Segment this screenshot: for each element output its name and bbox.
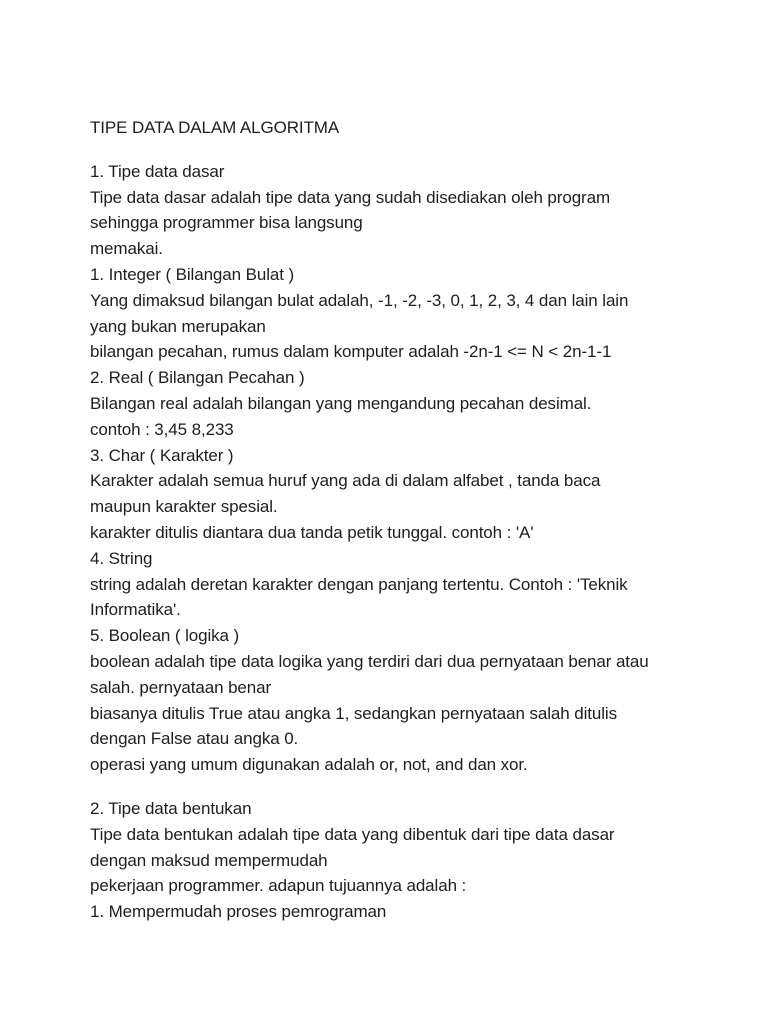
- paragraph-line: biasanya ditulis True atau angka 1, sedangkan pernyataan salah ditulis: [90, 703, 617, 723]
- paragraph-line: yang bukan merupakan: [90, 316, 266, 336]
- subheading-string: 4. String: [90, 548, 153, 568]
- paragraph-line: Bilangan real adalah bilangan yang mengandung pecahan desimal.: [90, 393, 592, 413]
- section-spacer: [90, 778, 690, 796]
- document-page: [90, 115, 690, 925]
- subheading-boolean: 5. Boolean ( logika ): [90, 626, 240, 646]
- paragraph-line: dengan False atau angka 0.: [90, 729, 299, 749]
- paragraph-line: boolean adalah tipe data logika yang terdiri dari dua pernyataan benar atau: [90, 651, 649, 671]
- paragraph-line: Karakter adalah semua huruf yang ada di dalam alfabet , tanda baca: [90, 471, 601, 491]
- paragraph-line: Tipe data bentukan adalah tipe data yang dibentuk dari tipe data dasar: [90, 824, 615, 844]
- section-tipe-data-dasar: [90, 159, 690, 778]
- paragraph-line: pekerjaan programmer. adapun tujuannya adalah :: [90, 876, 467, 896]
- paragraph-line: operasi yang umum digunakan adalah or, not, and dan xor.: [90, 755, 528, 775]
- paragraph-line: maupun karakter spesial.: [90, 497, 278, 517]
- subheading-real: 2. Real ( Bilangan Pecahan ): [90, 368, 305, 388]
- paragraph-line: memakai.: [90, 239, 163, 259]
- document-title: TIPE DATA DALAM ALGORITMA: [90, 118, 340, 137]
- paragraph-line: salah. pernyataan benar: [90, 677, 272, 697]
- paragraph-line: sehingga programmer bisa langsung: [90, 213, 363, 233]
- section-heading: 2. Tipe data bentukan: [90, 798, 252, 818]
- paragraph-line: dengan maksud mempermudah: [90, 850, 328, 870]
- paragraph-line: Informatika'.: [90, 600, 181, 620]
- paragraph-line: bilangan pecahan, rumus dalam komputer adalah -2n-1 <= N < 2n-1-1: [90, 342, 612, 362]
- paragraph-line: Yang dimaksud bilangan bulat adalah, -1, -2, -3, 0, 1, 2, 3, 4 dan lain lain: [90, 290, 629, 310]
- paragraph-line: string adalah deretan karakter dengan panjang tertentu. Contoh : 'Teknik: [90, 574, 628, 594]
- paragraph-line: Tipe data dasar adalah tipe data yang sudah disediakan oleh program: [90, 187, 611, 207]
- subheading-integer: 1. Integer ( Bilangan Bulat ): [90, 264, 295, 284]
- subheading-char: 3. Char ( Karakter ): [90, 445, 234, 465]
- paragraph-line: karakter ditulis diantara dua tanda petik tunggal. contoh : 'A': [90, 522, 534, 542]
- section-heading: 1. Tipe data dasar: [90, 161, 225, 181]
- paragraph-line: contoh : 3,45 8,233: [90, 419, 234, 439]
- list-item: 1. Mempermudah proses pemrograman: [90, 902, 387, 922]
- section-tipe-data-bentukan: [90, 796, 690, 925]
